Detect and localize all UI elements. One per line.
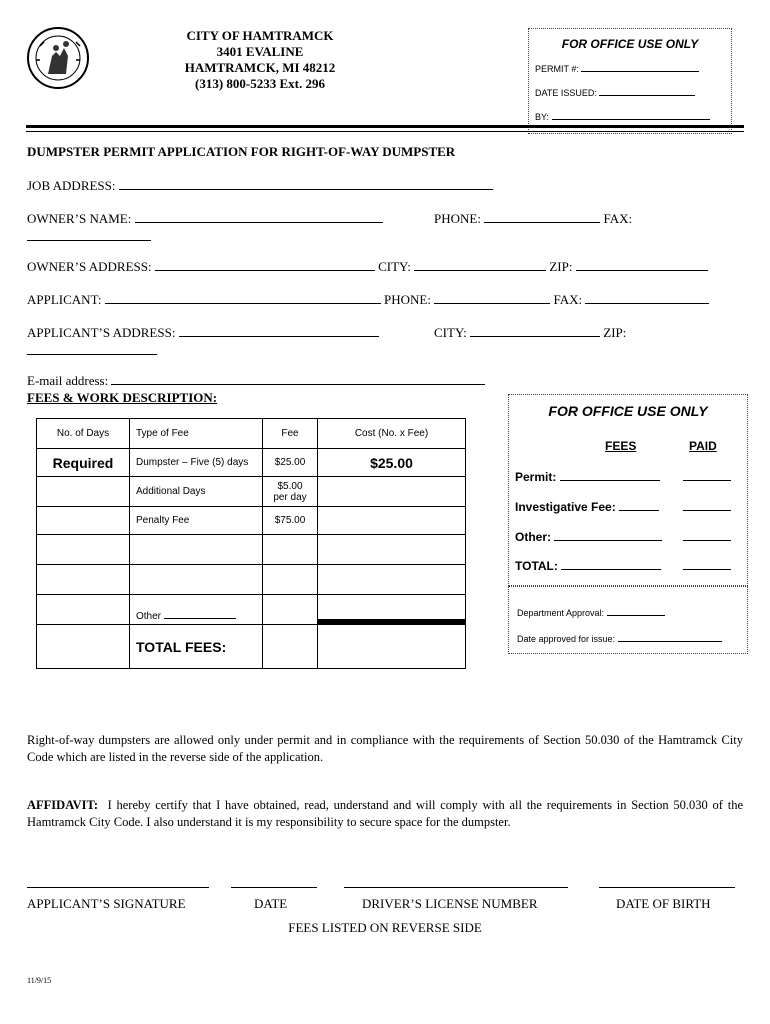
license-label: DRIVER’S LICENSE NUMBER [362, 896, 538, 911]
other-paid-field[interactable] [683, 528, 731, 541]
owner-fax-label: FAX: [603, 211, 633, 226]
fees-heading: FEES & WORK DESCRIPTION: [27, 390, 218, 405]
date-approved-field[interactable] [618, 632, 722, 642]
revision-date: 11/9/15 [27, 976, 52, 985]
table-row [37, 625, 466, 669]
applicant-fax-label: FAX: [553, 292, 583, 307]
job-address-field[interactable] [119, 177, 493, 190]
fee-table [36, 418, 466, 669]
dob-label: DATE OF BIRTH [616, 896, 711, 911]
permit-number-field[interactable] [581, 59, 699, 72]
table-row [37, 507, 466, 535]
table-row [37, 565, 466, 595]
city-state: HAMTRAMCK, MI 48212 [184, 60, 336, 75]
total-fee-label: TOTAL: [515, 559, 558, 573]
owners-name-field[interactable] [135, 210, 383, 223]
applicants-address-field[interactable] [179, 324, 379, 337]
col-header-days: No. of Days [37, 419, 130, 449]
permit-fee-field[interactable] [560, 468, 660, 481]
owners-address-label: OWNER’S ADDRESS: [27, 259, 152, 274]
other-field[interactable] [164, 609, 236, 619]
table-row [37, 449, 466, 477]
owner-phone-field[interactable] [484, 210, 600, 223]
applicants-address-label: APPLICANT’S ADDRESS: [27, 325, 176, 340]
license-line[interactable] [344, 887, 568, 888]
owner-city-label: CITY: [378, 259, 411, 274]
date-label: DATE [254, 896, 288, 911]
fee-additional: $5.00 per day [263, 477, 318, 507]
permit-fee-label: Permit: [515, 470, 557, 484]
applicant-label: APPLICANT: [27, 292, 102, 307]
street-address: 3401 EVALINE [216, 44, 304, 59]
total-paid-field[interactable] [683, 557, 731, 570]
permit-number-label: PERMIT #: [535, 64, 579, 74]
days-additional[interactable] [37, 477, 130, 507]
compliance-paragraph: Right-of-way dumpsters are allowed only under permit and in compliance with the requirements of Section 50.030 of the Hamtramck City Code which are listed in the reverse side of the application. [27, 733, 743, 764]
office-fees-box [508, 394, 748, 586]
total-fees-value[interactable] [318, 625, 466, 669]
date-issued-field[interactable] [599, 83, 695, 96]
owner-zip-field[interactable] [576, 258, 708, 271]
table-row [37, 477, 466, 507]
fee-type-dumpster: Dumpster – Five (5) days [130, 449, 263, 477]
by-field[interactable] [552, 107, 710, 120]
dept-approval-field[interactable] [607, 606, 665, 616]
header-divider [26, 125, 744, 128]
days-penalty[interactable] [37, 507, 130, 535]
investigative-fee-label: Investigative Fee: [515, 500, 616, 514]
applicant-city-label: CITY: [434, 325, 467, 340]
email-field[interactable] [111, 372, 485, 385]
owner-phone-label: PHONE: [434, 211, 481, 226]
affidavit-paragraph [27, 797, 743, 831]
office-fees-title: FOR OFFICE USE ONLY [548, 403, 708, 419]
job-address-label: JOB ADDRESS: [27, 178, 116, 193]
applicant-signature-line[interactable] [27, 887, 209, 888]
date-line[interactable] [231, 887, 317, 888]
total-divider [318, 619, 465, 624]
table-row [37, 595, 466, 625]
by-label: BY: [535, 112, 550, 122]
applicant-zip-field[interactable] [27, 342, 157, 355]
cost-penalty[interactable] [318, 507, 466, 535]
applicant-zip-label: ZIP: [603, 325, 627, 340]
applicant-fax-field[interactable] [585, 291, 709, 304]
owner-zip-label: ZIP: [549, 259, 573, 274]
investigative-paid-field[interactable] [683, 498, 731, 511]
city-seal [26, 26, 90, 90]
col-header-fee: Fee [263, 419, 318, 449]
fee-penalty: $75.00 [263, 507, 318, 535]
owner-fax-field[interactable] [27, 228, 151, 241]
fee-type-other[interactable] [130, 595, 263, 625]
fee-table-header [37, 419, 466, 449]
owner-city-field[interactable] [414, 258, 546, 271]
date-approved-label: Date approved for issue: [517, 634, 616, 644]
applicant-signature-label: APPLICANT’S SIGNATURE [27, 896, 186, 911]
city-name: CITY OF HAMTRAMCK [186, 28, 334, 43]
reverse-side-note: FEES LISTED ON REVERSE SIDE [288, 920, 482, 935]
office-use-box [528, 28, 732, 134]
owners-address-field[interactable] [155, 258, 375, 271]
date-issued-label: DATE ISSUED: [535, 88, 597, 98]
applicant-city-field[interactable] [470, 324, 600, 337]
fee-type-additional: Additional Days [130, 477, 263, 507]
paid-col-header: PAID [689, 439, 717, 453]
office-use-title: FOR OFFICE USE ONLY [561, 37, 699, 51]
investigative-fee-field[interactable] [619, 498, 659, 511]
header-divider-thin [26, 131, 744, 132]
cost-dumpster[interactable]: $25.00 [318, 449, 466, 477]
other-fee-field[interactable] [554, 528, 662, 541]
col-header-type: Type of Fee [130, 419, 263, 449]
fees-col-header: FEES [605, 439, 637, 453]
form-title: DUMPSTER PERMIT APPLICATION FOR RIGHT-OF-WAY DUMPSTER [27, 144, 456, 159]
approval-box [508, 586, 748, 654]
affidavit-text: I hereby certify that I have obtained, read, understand and will comply with all the requirements in Section 50.030 of the Hamtramck City Code. I also understand it is my responsibility to secure space for the dumpster. [27, 798, 743, 829]
phone-number: (313) 800-5233 Ext. 296 [195, 76, 325, 91]
fee-type-penalty: Penalty Fee [130, 507, 263, 535]
applicant-phone-field[interactable] [434, 291, 550, 304]
permit-paid-field[interactable] [683, 468, 731, 481]
total-fees-label: TOTAL FEES: [130, 625, 263, 669]
email-label: E-mail address: [27, 373, 109, 388]
total-fee-field[interactable] [561, 557, 661, 570]
other-fee-label: Other: [515, 530, 551, 544]
other-label: Other [136, 611, 162, 622]
cost-additional[interactable] [318, 477, 466, 507]
days-required[interactable]: Required [37, 449, 130, 477]
applicant-phone-label: PHONE: [383, 292, 431, 307]
table-row [37, 535, 466, 565]
dob-line[interactable] [599, 887, 735, 888]
col-header-cost: Cost (No. x Fee) [318, 419, 466, 449]
applicant-field[interactable] [105, 291, 381, 304]
affidavit-label: AFFIDAVIT: [27, 798, 99, 812]
owners-name-label: OWNER’S NAME: [27, 211, 132, 226]
dept-approval-label: Department Approval: [517, 608, 605, 618]
fee-dumpster: $25.00 [263, 449, 318, 477]
